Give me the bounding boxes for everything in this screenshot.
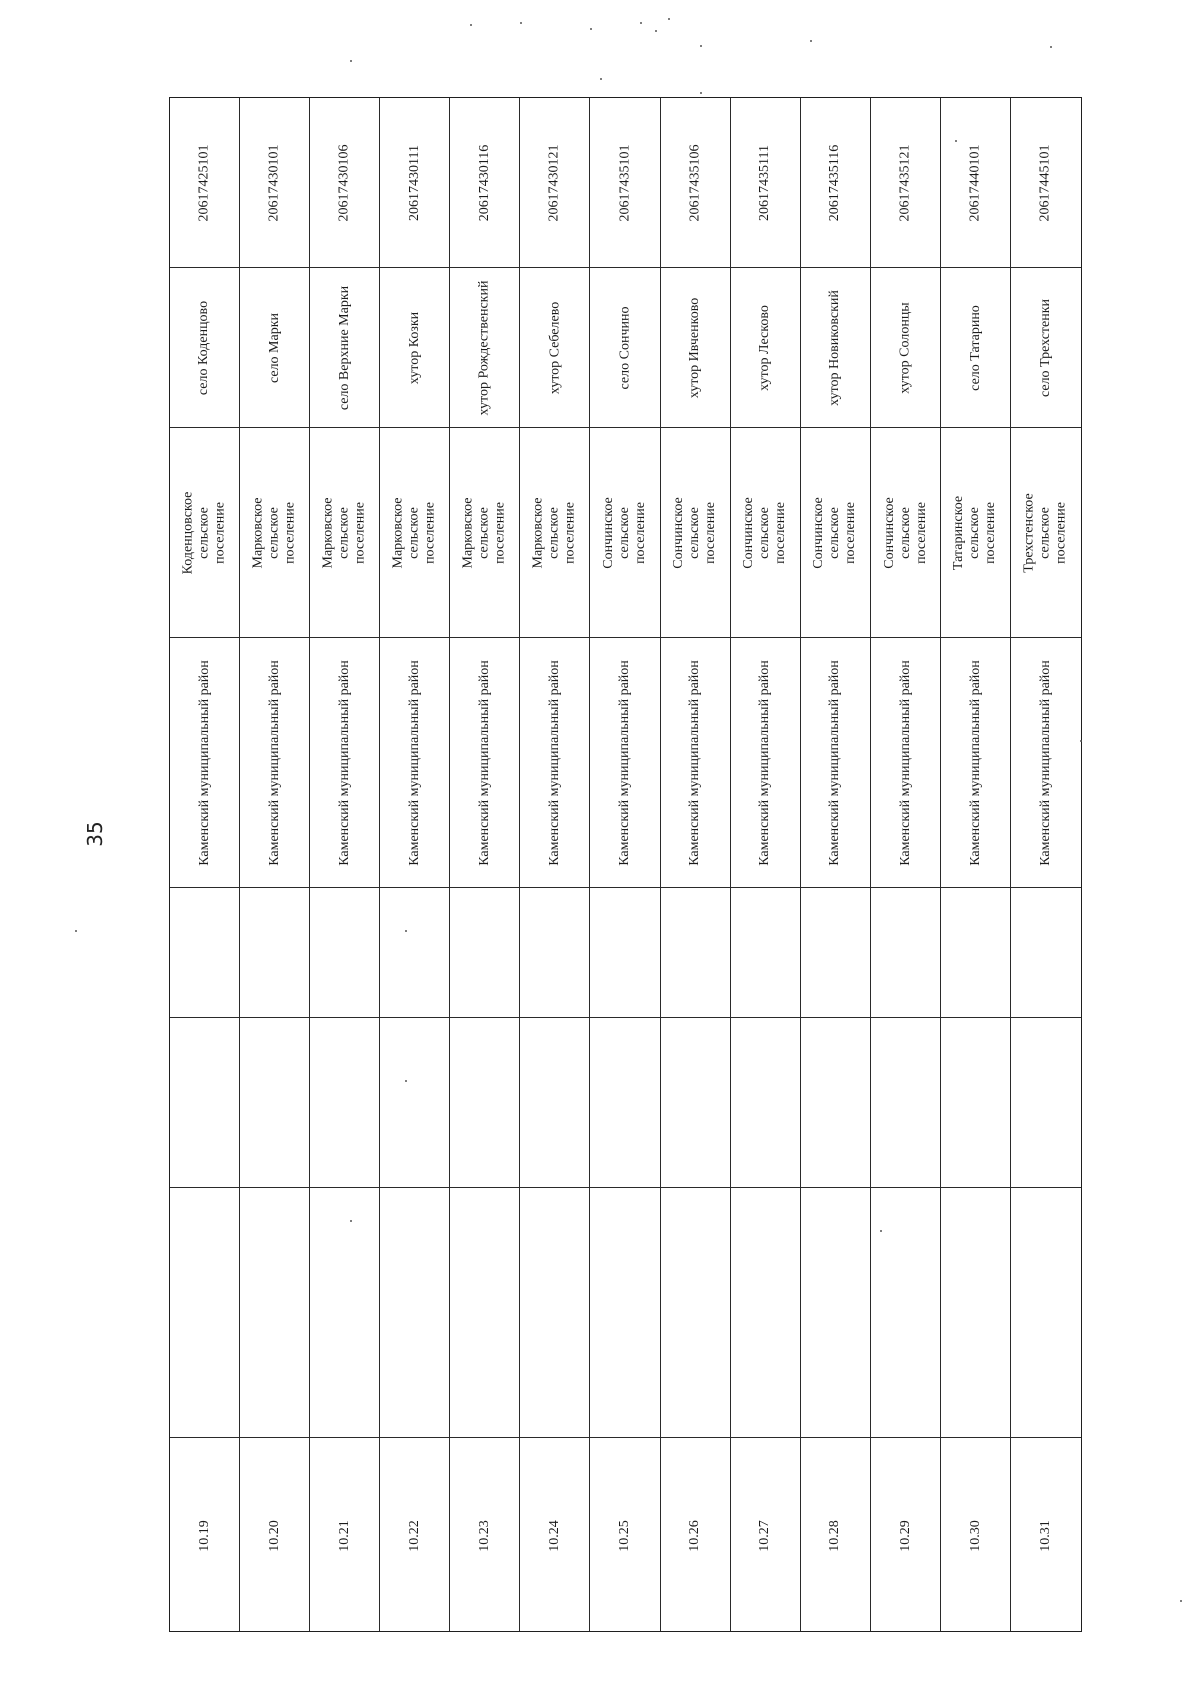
- cell-settlement-text: Марковское сельское поселение: [390, 497, 438, 568]
- cell-settlement: [310, 428, 379, 638]
- cell-number: [310, 1438, 379, 1633]
- cell-code: [731, 98, 800, 268]
- scan-speck: [350, 1220, 352, 1222]
- cell-code: [941, 98, 1010, 268]
- cell-code: [661, 98, 730, 268]
- cell-number: [240, 1438, 309, 1633]
- cell-settlement: [731, 428, 800, 638]
- cell-settlement-text: Сончинское сельское поселение: [671, 496, 719, 569]
- cell-settlement: [941, 428, 1010, 638]
- cell-locality-text: хутор Лесково: [757, 304, 773, 391]
- cell-settlement-text: Коденцовское сельское поселение: [180, 491, 228, 574]
- cell-district-text: Каменский муниципальный район: [897, 659, 913, 866]
- cell-number-text: 10.20: [266, 1519, 282, 1552]
- cell-number: [661, 1438, 730, 1633]
- scan-speck: [640, 22, 642, 24]
- cell-locality-text: село Сончино: [617, 306, 633, 389]
- cell-number: [170, 1438, 239, 1633]
- scan-speck: [1050, 46, 1052, 48]
- cell-empty-1: [310, 888, 379, 1018]
- cell-empty-2: [731, 1018, 800, 1188]
- cell-settlement-text: Марковское сельское поселение: [250, 497, 298, 568]
- cell-locality: [380, 268, 449, 428]
- scan-speck: [405, 1080, 407, 1082]
- cell-code: [310, 98, 379, 268]
- cell-empty-3: [661, 1188, 730, 1438]
- cell-settlement-text: Сончинское сельское поселение: [811, 496, 859, 569]
- cell-district: [450, 638, 519, 888]
- cell-district-text: Каменский муниципальный район: [196, 659, 212, 866]
- cell-code: [170, 98, 239, 268]
- cell-settlement-text: Трехстенское сельское поселение: [1021, 492, 1069, 573]
- cell-district: [801, 638, 870, 888]
- cell-locality: [661, 268, 730, 428]
- cell-empty-1: [590, 888, 659, 1018]
- cell-empty-3: [310, 1188, 379, 1438]
- cell-empty-2: [941, 1018, 1010, 1188]
- cell-code: [590, 98, 659, 268]
- scan-speck: [590, 28, 592, 30]
- cell-code-text: 20617430116: [476, 144, 492, 221]
- table-grid: [169, 97, 1082, 1632]
- cell-number-text: 10.23: [476, 1519, 492, 1552]
- scan-speck: [955, 140, 957, 142]
- scan-speck: [470, 24, 472, 26]
- cell-empty-1: [380, 888, 449, 1018]
- scan-speck: [700, 92, 702, 94]
- cell-code-text: 20617435121: [897, 144, 913, 221]
- cell-district-text: Каменский муниципальный район: [266, 659, 282, 866]
- scan-speck: [75, 930, 77, 932]
- cell-district: [310, 638, 379, 888]
- cell-code-text: 20617435101: [617, 144, 633, 221]
- cell-code: [450, 98, 519, 268]
- table-row: [801, 98, 871, 1631]
- cell-locality: [941, 268, 1010, 428]
- cell-empty-2: [170, 1018, 239, 1188]
- cell-district-text: Каменский муниципальный район: [827, 659, 843, 866]
- cell-settlement: [170, 428, 239, 638]
- cell-locality-text: село Верхние Марки: [336, 285, 352, 410]
- cell-locality: [1011, 268, 1081, 428]
- cell-empty-1: [240, 888, 309, 1018]
- cell-number: [801, 1438, 870, 1633]
- cell-settlement-text: Марковское сельское поселение: [460, 497, 508, 568]
- cell-empty-3: [941, 1188, 1010, 1438]
- scan-speck: [810, 40, 812, 42]
- cell-locality: [590, 268, 659, 428]
- cell-district: [941, 638, 1010, 888]
- cell-empty-2: [380, 1018, 449, 1188]
- cell-empty-3: [380, 1188, 449, 1438]
- cell-settlement-text: Сончинское сельское поселение: [741, 496, 789, 569]
- cell-empty-1: [170, 888, 239, 1018]
- table-row: [731, 98, 801, 1631]
- cell-district: [731, 638, 800, 888]
- cell-number: [731, 1438, 800, 1633]
- cell-settlement-text: Сончинское сельское поселение: [601, 496, 649, 569]
- cell-settlement: [450, 428, 519, 638]
- cell-code-text: 20617430101: [266, 144, 282, 221]
- cell-number-text: 10.22: [406, 1519, 422, 1552]
- cell-locality-text: хутор Солонцы: [897, 301, 913, 394]
- cell-empty-1: [520, 888, 589, 1018]
- table-row: [380, 98, 450, 1631]
- cell-locality-text: село Марки: [266, 312, 282, 383]
- cell-locality-text: село Татарино: [967, 304, 983, 391]
- cell-district-text: Каменский муниципальный район: [617, 659, 633, 866]
- cell-settlement: [380, 428, 449, 638]
- cell-empty-1: [941, 888, 1010, 1018]
- cell-locality: [731, 268, 800, 428]
- cell-code-text: 20617435106: [687, 144, 703, 221]
- cell-empty-3: [240, 1188, 309, 1438]
- scan-speck: [520, 22, 522, 24]
- cell-locality: [801, 268, 870, 428]
- cell-number: [520, 1438, 589, 1633]
- cell-number-text: 10.25: [617, 1519, 632, 1552]
- cell-settlement: [661, 428, 730, 638]
- cell-code: [380, 98, 449, 268]
- scan-speck: [405, 930, 407, 932]
- cell-empty-3: [170, 1188, 239, 1438]
- cell-empty-3: [590, 1188, 659, 1438]
- cell-empty-2: [1011, 1018, 1081, 1188]
- cell-settlement: [871, 428, 940, 638]
- cell-number-text: 10.24: [546, 1519, 562, 1552]
- cell-number-text: 10.28: [827, 1519, 843, 1552]
- cell-number-text: 10.31: [1037, 1519, 1053, 1552]
- cell-settlement-text: Сончинское сельское поселение: [881, 496, 929, 569]
- cell-code: [240, 98, 309, 268]
- cell-district: [661, 638, 730, 888]
- cell-number: [380, 1438, 449, 1633]
- cell-empty-2: [801, 1018, 870, 1188]
- cell-settlement-text: Марковское сельское поселение: [530, 497, 578, 568]
- locality-table: [169, 97, 1082, 1632]
- cell-empty-3: [520, 1188, 589, 1438]
- cell-empty-2: [450, 1018, 519, 1188]
- cell-district: [170, 638, 239, 888]
- cell-settlement: [1011, 428, 1081, 638]
- cell-number: [590, 1438, 659, 1633]
- cell-empty-1: [450, 888, 519, 1018]
- scan-speck: [880, 1230, 882, 1232]
- table-row: [941, 98, 1011, 1631]
- cell-number: [871, 1438, 940, 1633]
- table-row: [450, 98, 520, 1631]
- cell-empty-3: [731, 1188, 800, 1438]
- scan-speck: [1180, 1600, 1182, 1602]
- cell-locality-text: село Коденцово: [196, 300, 212, 395]
- cell-empty-1: [1011, 888, 1081, 1018]
- cell-code-text: 20617430106: [336, 144, 352, 221]
- cell-district-text: Каменский муниципальный район: [476, 659, 492, 866]
- cell-code: [520, 98, 589, 268]
- cell-empty-1: [801, 888, 870, 1018]
- cell-code-text: 20617440101: [967, 144, 983, 221]
- cell-number-text: 10.26: [687, 1519, 703, 1552]
- cell-locality-text: хутор Козки: [406, 311, 422, 384]
- cell-district-text: Каменский муниципальный район: [336, 659, 352, 866]
- cell-empty-1: [871, 888, 940, 1018]
- cell-locality-text: хутор Рождественский: [476, 280, 492, 415]
- cell-district: [380, 638, 449, 888]
- cell-settlement: [590, 428, 659, 638]
- cell-settlement: [801, 428, 870, 638]
- scan-speck: [700, 45, 702, 47]
- cell-locality: [871, 268, 940, 428]
- cell-district: [1011, 638, 1081, 888]
- cell-code-text: 20617435111: [757, 144, 773, 221]
- cell-empty-2: [871, 1018, 940, 1188]
- table-row: [871, 98, 941, 1631]
- cell-district: [240, 638, 309, 888]
- table-row: [240, 98, 310, 1631]
- table-row: [520, 98, 590, 1631]
- cell-code: [801, 98, 870, 268]
- scan-speck: [1080, 740, 1082, 742]
- cell-settlement: [240, 428, 309, 638]
- table-row: [310, 98, 380, 1631]
- cell-number-text: 10.21: [336, 1519, 352, 1552]
- cell-empty-2: [310, 1018, 379, 1188]
- page-number: 35: [83, 821, 107, 847]
- table-row: [661, 98, 731, 1631]
- cell-number-text: 10.27: [757, 1519, 773, 1552]
- cell-empty-2: [520, 1018, 589, 1188]
- table-row: [590, 98, 660, 1631]
- cell-settlement: [520, 428, 589, 638]
- cell-district-text: Каменский муниципальный район: [546, 659, 562, 866]
- cell-code-text: 20617425101: [196, 144, 212, 221]
- cell-district-text: Каменский муниципальный район: [967, 659, 983, 866]
- cell-code-text: 20617430121: [546, 144, 562, 221]
- cell-number-text: 10.30: [967, 1519, 983, 1552]
- cell-code: [1011, 98, 1081, 268]
- cell-district-text: Каменский муниципальный район: [1037, 659, 1053, 866]
- scan-speck: [350, 60, 352, 62]
- cell-empty-3: [450, 1188, 519, 1438]
- cell-code: [871, 98, 940, 268]
- cell-district: [590, 638, 659, 888]
- cell-district: [871, 638, 940, 888]
- cell-settlement-text: Татаринское сельское поселение: [951, 495, 999, 570]
- scan-speck: [655, 30, 657, 32]
- cell-locality-text: хутор Себелево: [546, 301, 562, 394]
- cell-empty-3: [1011, 1188, 1081, 1438]
- cell-settlement-text: Марковское сельское поселение: [320, 497, 368, 568]
- cell-locality: [240, 268, 309, 428]
- cell-code-text: 20617445101: [1037, 144, 1053, 221]
- cell-district-text: Каменский муниципальный район: [757, 659, 773, 866]
- scan-speck: [668, 18, 670, 20]
- cell-empty-2: [661, 1018, 730, 1188]
- cell-number: [941, 1438, 1010, 1633]
- cell-code-text: 20617430111: [406, 144, 422, 221]
- table-row: [1011, 98, 1081, 1631]
- cell-locality-text: хутор Ивченково: [687, 297, 703, 398]
- cell-locality: [450, 268, 519, 428]
- cell-code-text: 20617435116: [827, 144, 843, 221]
- cell-locality-text: село Трехстенки: [1037, 298, 1053, 397]
- cell-empty-2: [590, 1018, 659, 1188]
- cell-locality: [520, 268, 589, 428]
- cell-empty-3: [871, 1188, 940, 1438]
- scan-speck: [600, 78, 602, 80]
- cell-locality: [170, 268, 239, 428]
- cell-district-text: Каменский муниципальный район: [687, 659, 703, 866]
- cell-locality: [310, 268, 379, 428]
- cell-empty-2: [240, 1018, 309, 1188]
- cell-locality-text: хутор Новиковский: [827, 289, 843, 406]
- cell-number-text: 10.29: [897, 1519, 913, 1552]
- table-row: [170, 98, 240, 1631]
- cell-number-text: 10.19: [196, 1519, 212, 1552]
- cell-number: [1011, 1438, 1081, 1633]
- cell-empty-1: [731, 888, 800, 1018]
- cell-number: [450, 1438, 519, 1633]
- cell-district-text: Каменский муниципальный район: [406, 659, 422, 866]
- cell-empty-3: [801, 1188, 870, 1438]
- cell-empty-1: [661, 888, 730, 1018]
- cell-district: [520, 638, 589, 888]
